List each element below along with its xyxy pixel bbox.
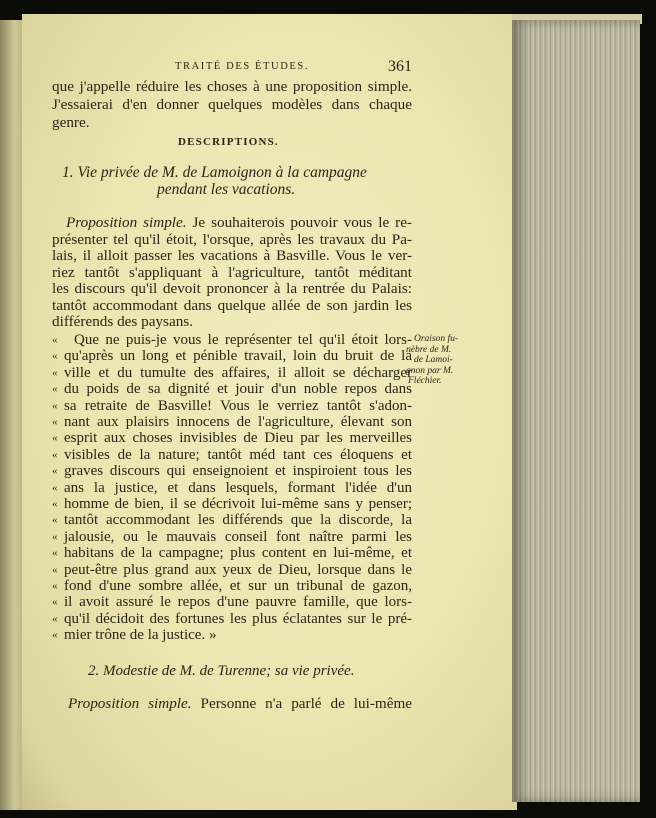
- para2-text: Personne n'a parlé de lui-même: [191, 695, 412, 712]
- quote-line: [52, 578, 412, 594]
- quote-text: habitans de la campagne; plus content en lui-même, et: [64, 545, 412, 562]
- quote-text: ville et du tumulte des affaires, il alloit se décharger: [64, 364, 412, 381]
- quote-mark: «: [52, 366, 58, 379]
- quote-mark: «: [52, 399, 58, 412]
- quote-text: sa retraite de Basville! Vous le verriez tantôt s'adon-: [64, 397, 412, 414]
- margin-note-line: nèbre de M.: [406, 344, 452, 355]
- para1-line: [66, 215, 412, 231]
- quote-line: [52, 381, 412, 397]
- quote-mark: «: [52, 481, 58, 494]
- quote-line: [52, 348, 412, 364]
- margin-note-line: gnon par M.: [406, 365, 454, 376]
- quote-line: [52, 414, 412, 430]
- quote-line: [52, 627, 412, 643]
- quote-line: [52, 332, 412, 348]
- heading-1-line-2: pendant les vacations.: [157, 181, 296, 198]
- para1-line: les discours qu'il devoit prononcer à la rentrée du Palais:: [52, 280, 412, 297]
- quote-mark: «: [52, 465, 58, 478]
- quote-mark: «: [52, 547, 58, 560]
- quote-text: esprit aux choses invisibles de Dieu par les merveilles: [64, 430, 412, 447]
- quote-text: peut-être plus grand aux yeux de Dieu, lorsque dans le: [64, 561, 412, 578]
- quote-line: [52, 545, 412, 561]
- quote-line: [52, 430, 412, 446]
- intro-line: J'essaierai d'en donner quelques modèles dans chaque: [52, 96, 412, 113]
- margin-note-line: Oraison fu-: [414, 334, 459, 344]
- intro-line: que j'appelle réduire les choses à une proposition simple.: [52, 78, 412, 95]
- heading-1-line-1: 1. Vie privée de M. de Lamoignon à la campagne: [62, 164, 367, 181]
- quote-text: du poids de sa dignité et jouir d'un noble repos dans: [64, 381, 412, 398]
- quote-mark: «: [52, 334, 58, 346]
- margin-note-line: de Lamoi-: [414, 355, 453, 365]
- facing-page-edge: [0, 20, 24, 810]
- quote-line: [52, 398, 412, 414]
- quote-mark: «: [52, 530, 58, 543]
- para1-line: présenter tel qu'il étoit, l'orsque, après les travaux du Pa-: [52, 231, 412, 248]
- quote-text: qu'après un long et pénible travail, loin du bruit de la: [64, 348, 412, 365]
- quote-mark: «: [52, 629, 58, 642]
- margin-note: [406, 334, 502, 387]
- para2-lead: Proposition simple.: [68, 695, 192, 712]
- heading-2: 2. Modestie de M. de Turenne; sa vie privée.: [88, 663, 355, 679]
- quote-line: [52, 447, 412, 463]
- page-number: 361: [388, 58, 412, 75]
- quote-text: Que ne puis-je vous le représenter tel qu'il étoit lors-: [74, 332, 412, 348]
- margin-note-line: Fléchier.: [408, 376, 442, 386]
- quote-text: jalousie, ou le mauvais conseil font naître parmi les: [64, 528, 412, 545]
- quote-text: mier trône de la justice. »: [64, 627, 217, 644]
- quote-mark: «: [52, 383, 58, 396]
- quote-text: homme de bien, il se décrivoit lui-même sans y penser;: [64, 496, 412, 512]
- quote-mark: «: [52, 612, 58, 625]
- quote-mark: «: [52, 350, 58, 363]
- para1-line: riez tantôt s'appliquant à l'agriculture, tantôt méditant: [52, 264, 412, 281]
- para2-line: [68, 696, 412, 712]
- section-title: DESCRIPTIONS.: [178, 136, 279, 148]
- intro-line: genre.: [52, 114, 90, 131]
- quote-line: [52, 463, 412, 479]
- quote-mark: «: [52, 596, 58, 609]
- quote-mark: «: [52, 563, 58, 576]
- para1-lead: Proposition simple.: [66, 214, 187, 231]
- quote-text: tantôt accommodant les différends que la discorde, la: [64, 512, 412, 529]
- quote-line: [52, 611, 412, 627]
- quote-text: nant aux plaisirs innocens de l'agriculture, élevant son: [64, 414, 412, 430]
- quote-line: [52, 562, 412, 578]
- para1-line: différends des paysans.: [52, 313, 194, 330]
- quote-line: [52, 512, 412, 528]
- page-stack-edges: [512, 20, 640, 802]
- quote-text: graves discours qui enseignoient et inspiroient tous les: [64, 463, 412, 480]
- quote-mark: «: [52, 416, 58, 428]
- quote-line: [52, 496, 412, 512]
- quote-mark: «: [52, 514, 58, 527]
- quote-mark: «: [52, 448, 58, 461]
- quote-text: visibles de la nature; tantôt méd tant ces éloquens et: [64, 446, 412, 463]
- quote-mark: «: [52, 432, 58, 445]
- para1-line: lais, il alloit passer les vacations à Basville. Vous le ver-: [52, 247, 412, 264]
- quote-text: il avoit assuré le repos d'une pauvre famille, que lors-: [64, 594, 412, 611]
- quote-line: [52, 529, 412, 545]
- running-title: TRAITÉ DES ÉTUDES.: [175, 61, 310, 72]
- quote-text: fond d'une sombre allée, et sur un tribunal de gazon,: [64, 578, 412, 594]
- para1-line: tantôt accommodant dans quelque allée de son jardin les: [52, 297, 412, 314]
- quote-line: [52, 480, 412, 496]
- quote-text: ans la justice, et dans lesquels, formant l'idée d'un: [64, 479, 412, 496]
- quote-line: [52, 365, 412, 381]
- quote-mark: «: [52, 498, 58, 510]
- quote-line: [52, 594, 412, 610]
- para1-text: Je souhaiterois pouvoir vous le re-: [186, 214, 412, 231]
- quote-mark: «: [52, 580, 58, 592]
- quote-text: qu'il décidoit des fortunes les plus éclatantes sur le pré-: [64, 610, 412, 627]
